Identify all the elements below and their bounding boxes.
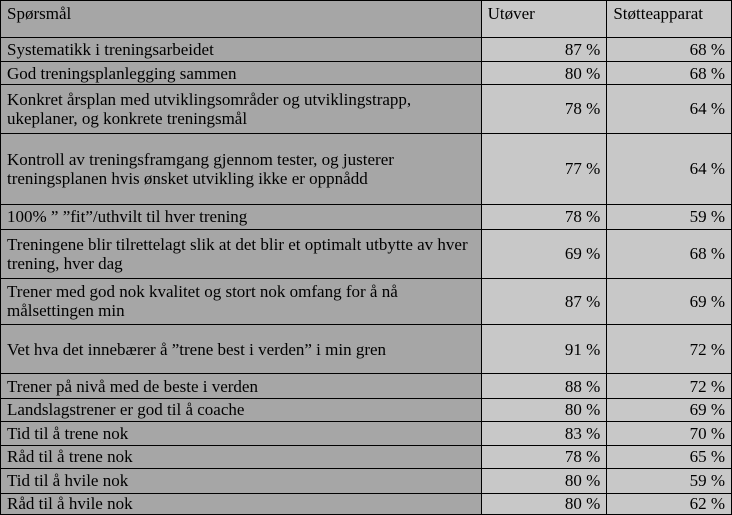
question-cell: Råd til å hvile nok [1,493,482,514]
athlete-value: 78 % [481,205,607,229]
athlete-value: 91 % [481,325,607,374]
header-support: Støtteapparat [607,1,732,38]
support-value: 72 % [607,374,732,398]
athlete-value: 83 % [481,422,607,445]
support-value: 64 % [607,133,732,204]
athlete-value: 80 % [481,493,607,514]
question-cell: Trener med god nok kvalitet og stort nok omfang for å nå målsettingen min [1,278,482,325]
question-cell: Konkret årsplan med utviklingsområder og utviklingstrapp, ukeplaner, og konkrete treningsmål [1,84,482,133]
question-cell: Tid til å hvile nok [1,469,482,493]
support-value: 65 % [607,445,732,468]
table-row [1,205,732,229]
table-row [1,84,732,133]
athlete-value: 77 % [481,133,607,204]
support-value: 70 % [607,422,732,445]
athlete-value: 87 % [481,278,607,325]
question-cell: Landslagstrener er god til å coache [1,398,482,421]
table-row [1,62,732,84]
athlete-value: 78 % [481,445,607,468]
support-value: 69 % [607,278,732,325]
question-cell: Kontroll av treningsframgang gjennom tester, og justerer treningsplanen hvis ønsket utvikling ikke er oppnådd [1,133,482,204]
athlete-value: 87 % [481,38,607,62]
question-cell: Vet hva det innebærer å ”trene best i verden” i min gren [1,325,482,374]
table-header-row [1,1,732,38]
support-value: 69 % [607,398,732,421]
support-value: 59 % [607,205,732,229]
question-cell: God treningsplanlegging sammen [1,62,482,84]
table-row [1,445,732,468]
athlete-value: 80 % [481,62,607,84]
table-row [1,493,732,514]
athlete-value: 80 % [481,469,607,493]
header-athlete: Utøver [481,1,607,38]
support-value: 64 % [607,84,732,133]
table-row [1,229,732,278]
header-question: Spørsmål [1,1,482,38]
table-row [1,133,732,204]
table-row [1,325,732,374]
support-value: 68 % [607,229,732,278]
table-row [1,38,732,62]
table-row [1,374,732,398]
table-row [1,422,732,445]
athlete-value: 78 % [481,84,607,133]
athlete-value: 88 % [481,374,607,398]
support-value: 72 % [607,325,732,374]
table-row [1,469,732,493]
support-value: 59 % [607,469,732,493]
question-cell: Systematikk i treningsarbeidet [1,38,482,62]
support-value: 68 % [607,38,732,62]
question-cell: Treningene blir tilrettelagt slik at det blir et optimalt utbytte av hver trening, hver dag [1,229,482,278]
athlete-value: 80 % [481,398,607,421]
athlete-value: 69 % [481,229,607,278]
question-cell: Råd til å trene nok [1,445,482,468]
question-cell: Trener på nivå med de beste i verden [1,374,482,398]
table-row [1,278,732,325]
support-value: 62 % [607,493,732,514]
question-cell: 100% ” ”fit”/uthvilt til hver trening [1,205,482,229]
question-cell: Tid til å trene nok [1,422,482,445]
support-value: 68 % [607,62,732,84]
table-row [1,398,732,421]
